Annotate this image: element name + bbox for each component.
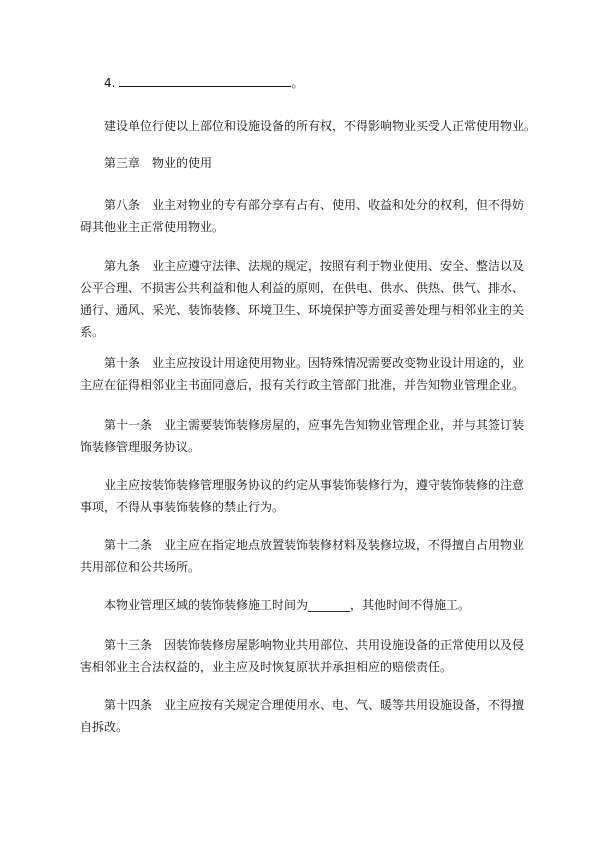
article-9: 第九条 业主应遵守法律、法规的规定，按照有利于物业使用、安全、整洁以及 公平合理、不损害公共利益和他人利益的原则，在供电、供水、供热、供气、排水、 通行、通风、采光、装饰装修、环境卫生、环境保护等方面妥善处理与相邻业主的关 系。 — [80, 259, 525, 339]
article-10: 第十条 业主应按设计用途使用物业。因特殊情况需要改变物业设计用途的，业 主应在征得相邻业主书面同意后，报有关行政主管部门批准，并告知物业管理企业。 — [80, 356, 525, 392]
fill-in-blank — [119, 74, 291, 87]
construction-time-clause: 本物业管理区域的装饰装修施工时间为_______，其他时间不得施工。 — [104, 598, 471, 612]
article-8: 第八条 业主对物业的专有部分享有占有、使用、收益和处分的权利，但不得妨 碍其他业主正常使用物业。 — [80, 198, 525, 234]
chapter-heading: 第三章 物业的使用 — [104, 156, 213, 170]
article-12: 第十二条 业主应在指定地点放置装饰装修材料及装修垃圾，不得擅自占用物业 共用部位和公共场所。 — [80, 538, 525, 574]
item-4-number: 4. — [104, 76, 116, 90]
article-11: 第十一条 业主需要装饰装修房屋的，应事先告知物业管理企业，并与其签订装 饰装修管理服务协议。 — [80, 418, 525, 454]
article-14: 第十四条 业主应按有关规定合理使用水、电、气、暖等共用设施设备，不得擅 自拆改。 — [80, 698, 525, 734]
item-4-end: 。 — [291, 76, 304, 90]
article-13: 第十三条 因装饰装修房屋影响物业共用部位、共用设施设备的正常使用以及侵 害相邻业主合法权益的，业主应及时恢复原状并承担相应的赔偿责任。 — [80, 638, 525, 674]
item-4 — [104, 72, 534, 94]
article-11-continued: 业主应按装饰装修管理服务协议的约定从事装饰装修行为，遵守装饰装修的注意 事项，不得从事装饰装修的禁止行为。 — [80, 478, 525, 514]
paragraph-ownership: 建设单位行使以上部位和设施设备的所有权，不得影响物业买受人正常使用物业。 — [104, 119, 537, 133]
